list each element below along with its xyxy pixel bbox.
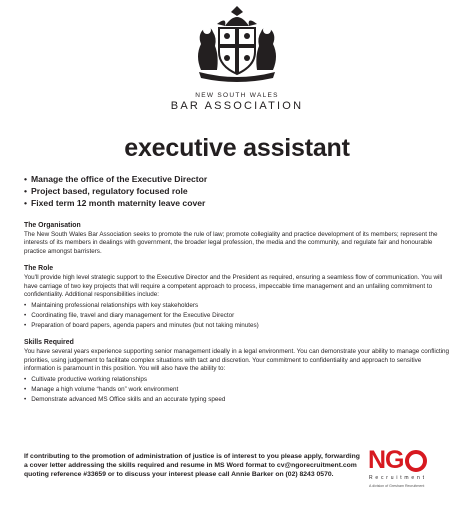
section-text: You have several years experience supporting senior management ideally in a legal environment. You can demonstrate your ability to manage conflicting priorities, using judgement to facilitate complex situations with tact and discretion. Your commitment to confidentiality and approach to sensitive information is paramount in this position. You will also have the ability to: <box>24 348 450 373</box>
application-instructions: If contributing to the promotion of administration of justice is of interest to you please apply, forwarding a cover letter addressing the skills required and resume in MS Word format to cv@ngorecruitment.com quoting reference #33659 or to discuss your interest please call Annie Barker on (02) 8243 0570. <box>24 453 360 478</box>
org-name-line2: BAR ASSOCIATION <box>170 100 304 112</box>
org-name-line1: NEW SOUTH WALES <box>195 92 279 99</box>
role-responsibilities <box>24 301 452 330</box>
agency-subtitle: Recruitment <box>369 475 427 481</box>
section-heading: Skills Required <box>24 339 74 347</box>
section-text: The New South Wales Bar Association seeks to promote the rule of law; promote collegiality and practice development of its members; represent the interests of its members in dealings with government, the broader legal profession, the media and the community, and regulate fair and honourable practice amongst barristers. <box>24 231 438 255</box>
organisation-section <box>24 221 452 256</box>
section-text: You'll provide high level strategic support to the Executive Director and the President as required, ensuring a seamless flow of communication. You will have carriage of two key projects that will require a competent approach to process, impeccable time management and an unfailing commitment to confidentiality. Additional responsibilities include: <box>24 274 443 299</box>
list-item: • Coordinating file, travel and diary management for the Executive Director <box>24 311 452 321</box>
skills-list <box>24 375 452 404</box>
highlights-list <box>24 173 464 209</box>
role-section <box>24 264 452 330</box>
page-title: executive assistant <box>124 134 350 162</box>
list-item: • Maintaining professional relationships with key stakeholders <box>24 301 452 311</box>
list-item: • Project based, regulatory focused role <box>24 185 464 197</box>
list-item: • Manage a high volume “hands on” work environment <box>24 385 452 395</box>
section-heading: The Role <box>24 265 54 273</box>
list-item: • Manage the office of the Executive Director <box>24 173 464 185</box>
coat-of-arms-icon <box>187 4 287 86</box>
section-heading: The Organisation <box>24 222 81 229</box>
agency-division: A division of Gresham Recruitment <box>369 484 425 488</box>
list-item: • Preparation of board papers, agenda papers and minutes (but not taking minutes) <box>24 321 452 331</box>
job-description <box>24 221 452 412</box>
list-item: • Cultivate productive working relationships <box>24 375 452 385</box>
skills-section <box>24 338 452 404</box>
list-item: • Demonstrate advanced MS Office skills and an accurate typing speed <box>24 395 452 405</box>
agency-letters: NG <box>368 446 404 474</box>
agency-logo <box>368 447 448 501</box>
agency-o-icon <box>405 450 427 472</box>
list-item: • Fixed term 12 month maternity leave cover <box>24 197 464 209</box>
